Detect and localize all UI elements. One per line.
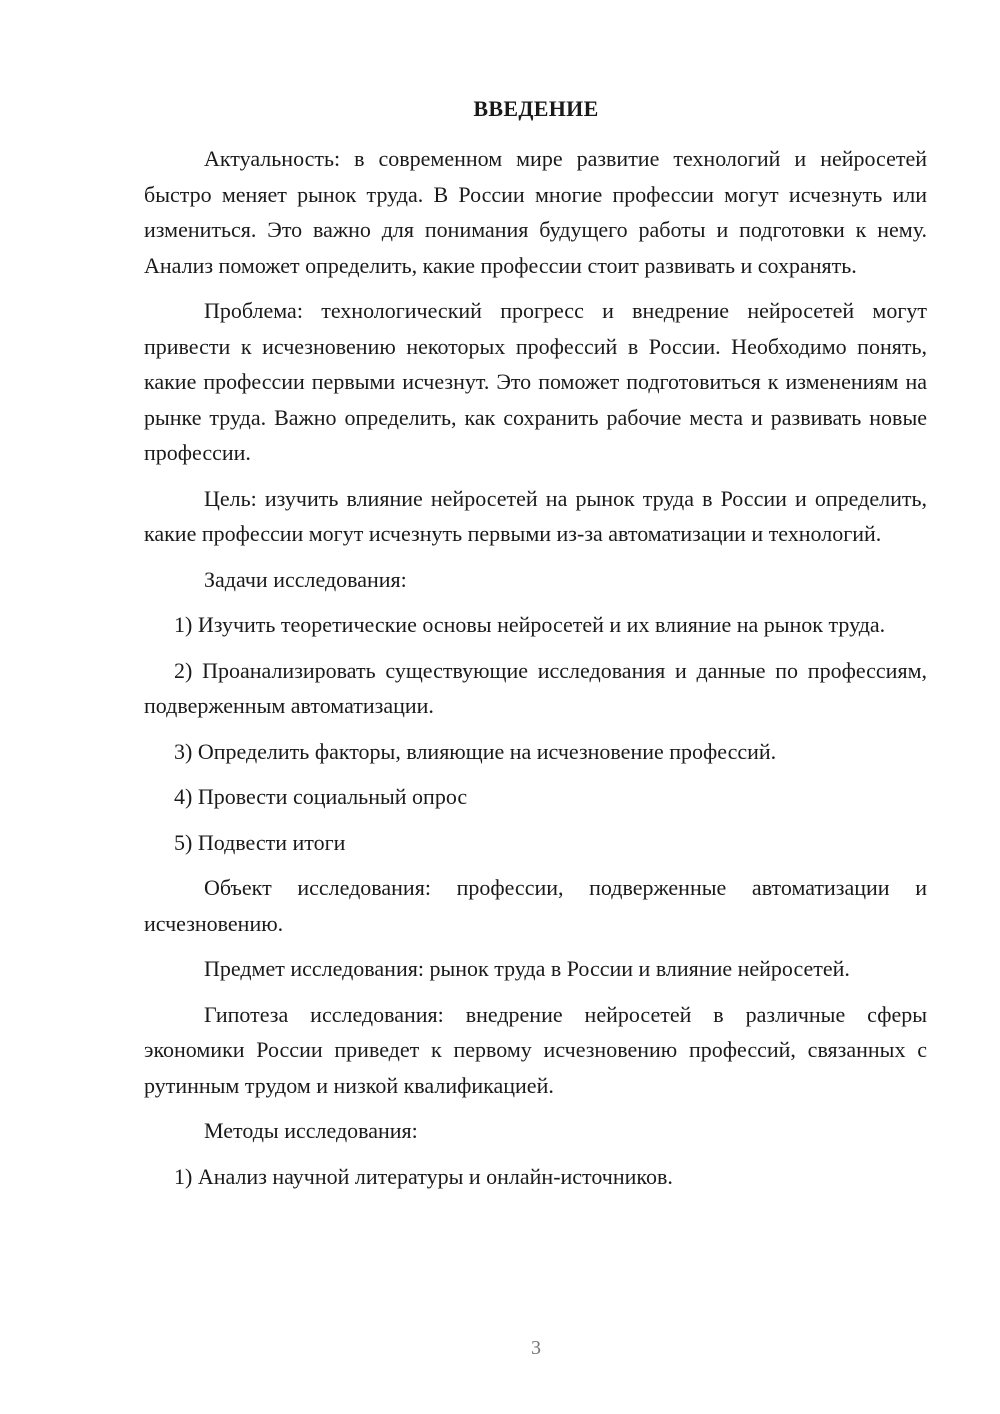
paragraph-subject: Предмет исследования: рынок труда в России и влияние нейросетей. bbox=[204, 956, 850, 981]
page-title: ВВЕДЕНИЕ bbox=[473, 96, 599, 121]
task-item-4: 4) Провести социальный опрос bbox=[174, 784, 468, 809]
paragraph-methods-heading: Методы исследования: bbox=[204, 1118, 418, 1143]
paragraph-object: Объект исследования: профессии, подверженные автоматизации и исчезновению. bbox=[144, 875, 927, 936]
paragraph-tasks-heading: Задачи исследования: bbox=[204, 566, 407, 592]
page-number: 3 bbox=[531, 1337, 541, 1359]
task-item-1: 1) Изучить теоретические основы нейросетей и их влияние на рынок труда. bbox=[174, 612, 886, 637]
task-item-5: 5) Подвести итоги bbox=[174, 829, 346, 855]
body-text bbox=[144, 141, 927, 1204]
method-item-1: 1) Анализ научной литературы и онлайн-источников. bbox=[174, 1163, 673, 1189]
paragraph-relevance: Актуальность: в современном мире развитие технологий и нейросетей быстро меняет рынок труда. В России многие профессии могут исчезнуть или измениться. Это важно для понимания будущего работы и подготовки к нему. Анализ поможет определить, какие профессии стоит развивать и сохранять. bbox=[144, 146, 927, 278]
paragraph-goal: Цель: изучить влияние нейросетей на рынок труда в России и определить, какие профессии могут исчезнуть первыми из-за автоматизации и технологий. bbox=[144, 485, 927, 546]
task-item-2: 2) Проанализировать существующие исследования и данные по профессиям, подверженным автоматизации. bbox=[144, 657, 927, 718]
paragraph-problem: Проблема: технологический прогресс и внедрение нейросетей могут привести к исчезновению некоторых профессий в России. Необходимо понять, какие профессии первыми исчезнут. Это поможет подготовиться к изменениям на рынке труда. Важно определить, как сохранить рабочие места и развивать новые профессии. bbox=[144, 298, 927, 465]
task-item-3: 3) Определить факторы, влияющие на исчезновение профессий. bbox=[174, 738, 777, 764]
paragraph-hypothesis: Гипотеза исследования: внедрение нейросетей в различные сферы экономики России приведет к первому исчезновению профессий, связанных с рутинным трудом и низкой квалификацией. bbox=[144, 1001, 927, 1098]
